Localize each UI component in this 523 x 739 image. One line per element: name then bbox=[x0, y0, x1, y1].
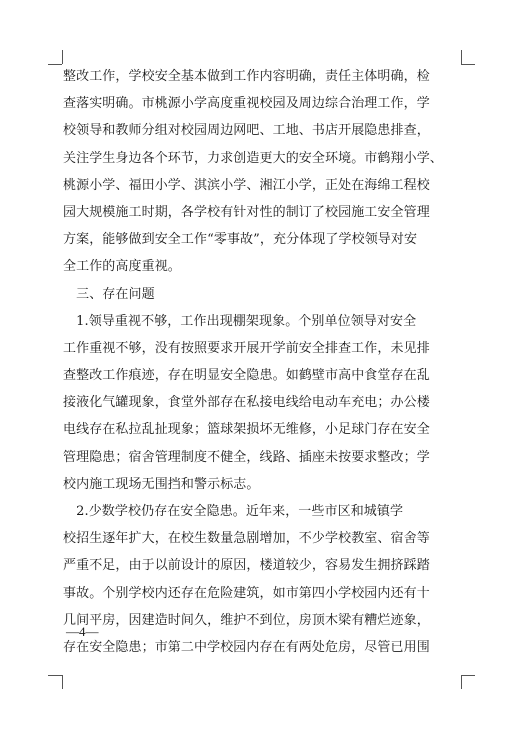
text-line: 事故。个别学校内还存在危险建筑，如市第四小学校园内还有十 bbox=[63, 585, 430, 601]
text-line: 园大规模施工时期，各学校有针对性的制订了校园施工安全管理 bbox=[63, 204, 430, 220]
page-number: —4— bbox=[66, 624, 99, 639]
text-line: 校领导和教师分组对校园周边网吧、工地、书店开展隐患排查， bbox=[63, 123, 430, 139]
text-line: 整改工作，学校安全基本做到工作内容明确，责任主体明确，检 bbox=[63, 69, 430, 84]
text-line: 几间平房，因建造时间久，维护不到位，房顶木梁有糟烂迹象， bbox=[63, 612, 430, 628]
crop-mark-bottom-right bbox=[461, 675, 462, 676]
crop-mark-bottom-left bbox=[62, 675, 63, 676]
text-line: 查整改工作痕迹，存在明显安全隐患。如鹤壁市高中食堂存在乱 bbox=[63, 368, 430, 384]
text-line: 存在安全隐患；市第二中学校园内存在有两处危房，尽管已用围 bbox=[63, 639, 430, 655]
crop-mark-top-right bbox=[461, 50, 462, 51]
text-line: 严重不足，由于以前设计的原因，楼道较少，容易发生拥挤踩踏 bbox=[63, 558, 430, 574]
text-line: 校内施工现场无围挡和警示标志。 bbox=[63, 476, 260, 492]
section-heading: 三、存在问题 bbox=[63, 286, 155, 302]
text-line: 电线存在私拉乱扯现象；篮球架损坏无维修，小足球门存在安全 bbox=[63, 422, 430, 438]
text-line: 工作重视不够，没有按照要求开展开学前安全排查工作，未见排 bbox=[63, 340, 430, 356]
text-line: 接液化气罐现象，食堂外部存在私接电线给电动车充电；办公楼 bbox=[63, 395, 430, 411]
text-line: 2.少数学校仍存在安全隐患。近年来，一些市区和城镇学 bbox=[63, 504, 404, 519]
text-line: 方案，能够做到安全工作“零事故”，充分体现了学校领导对安 bbox=[63, 232, 418, 248]
document-body bbox=[63, 63, 463, 661]
text-line: 全工作的高度重视。 bbox=[63, 259, 181, 275]
text-line: 校招生逐年扩大，在校生数量急剧增加，不少学校教室、宿舍等 bbox=[63, 531, 430, 547]
text-line: 查落实明确。市桃源小学高度重视校园及周边综合治理工作，学 bbox=[63, 96, 430, 112]
crop-mark-top-left bbox=[62, 50, 63, 51]
text-line: 管理隐患；宿舍管理制度不健全，线路、插座未按要求整改；学 bbox=[63, 449, 430, 465]
text-line: 桃源小学、福田小学、淇滨小学、湘江小学，正处在海绵工程校 bbox=[63, 177, 430, 193]
text-line: 1.领导重视不够，工作出现棚架现象。个别单位领导对安全 bbox=[63, 313, 417, 329]
text-line: 关注学生身边各个环节，力求创造更大的安全环境。市鹤翔小学、 bbox=[63, 150, 443, 166]
